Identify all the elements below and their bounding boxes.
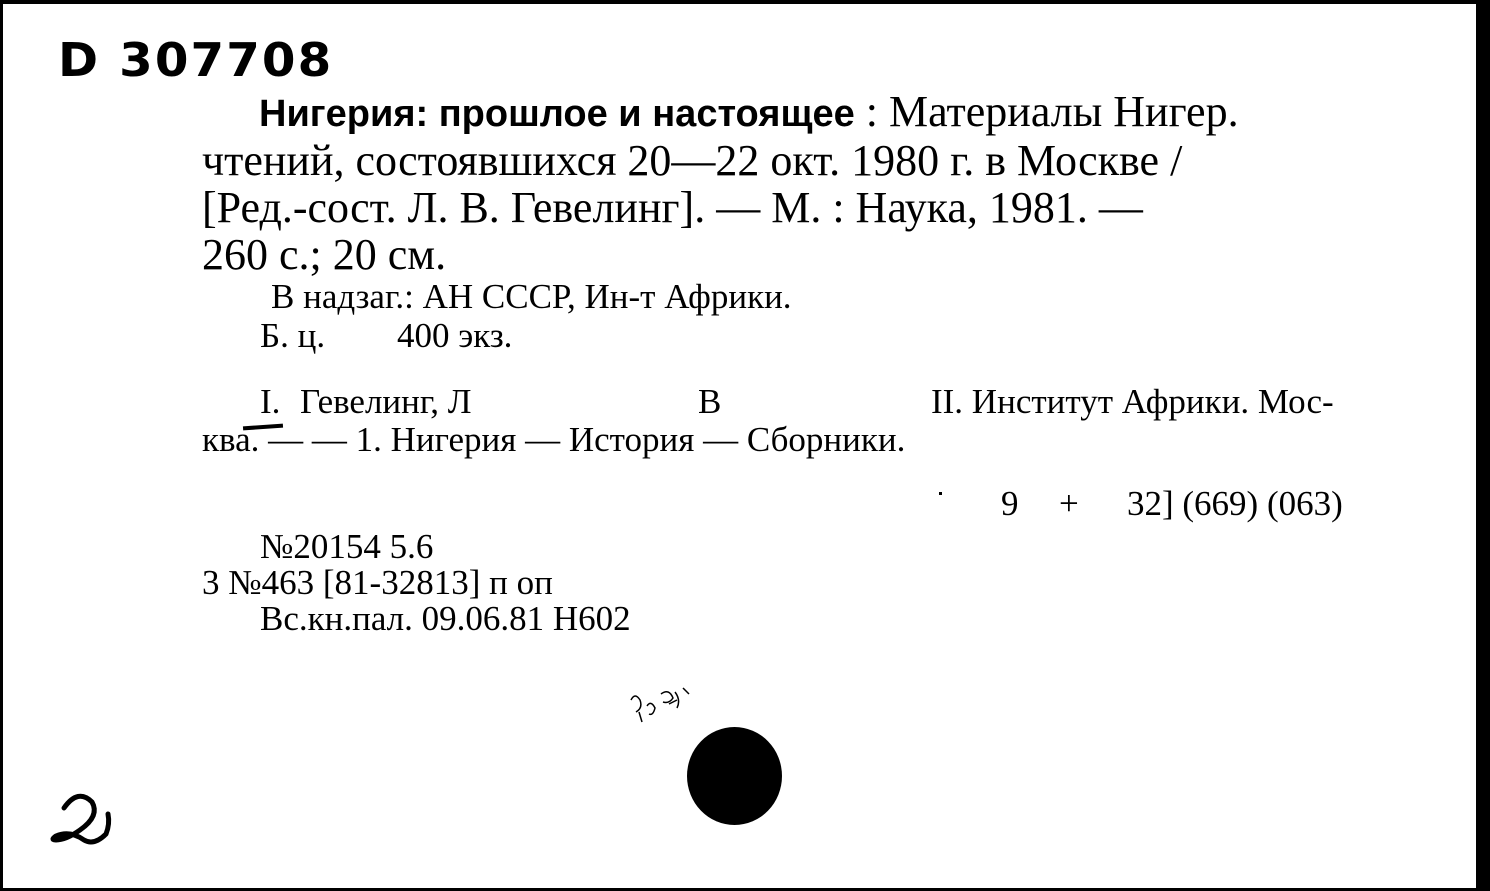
note-header: В надзаг.: АН СССР, Ин-т Африки. [271,277,792,316]
call-number: D 307708 [58,33,334,87]
classification-9: 9 [1001,484,1019,523]
handwritten-mark [48,788,123,853]
classification-rest: 32] (669) (063) [1127,484,1343,523]
faint-stamp-mark [625,682,695,727]
title-line-1 [259,87,1239,136]
note-price-value: 400 экз. [397,316,513,355]
tracing-line-2: ква. — — 1. Нигерия — История — Сборники. [202,420,906,459]
stray-dot [939,492,942,495]
number-line-3: Вс.кн.пал. 09.06.81 Н602 [260,599,631,638]
number-line-1: №20154 5.6 [260,527,434,566]
tracing-1-initial: В [698,382,722,421]
title-line-3: [Ред.-сост. Л. В. Гевелинг]. — М. : Наука, 1981. — [202,183,1143,232]
tracing-1-number: I. [260,382,281,421]
number-line-2: 3 №463 [81-32813] п оп [202,563,553,602]
classification-plus: + [1059,484,1079,523]
title-continuation: : Материалы Нигер. [854,87,1239,136]
title-bold: Нигерия: прошлое и настоящее [259,93,855,135]
title-line-4: 260 с.; 20 см. [202,230,447,279]
tracing-2: II. Институт Африки. Мос- [931,382,1334,421]
note-price-label: Б. ц. [260,316,326,355]
hole-punch-dot [687,727,782,825]
title-line-2: чтений, состоявшихся 20—22 окт. 1980 г. в Москве / [202,136,1183,185]
tracing-1-name: Гевелинг, Л [300,382,472,421]
